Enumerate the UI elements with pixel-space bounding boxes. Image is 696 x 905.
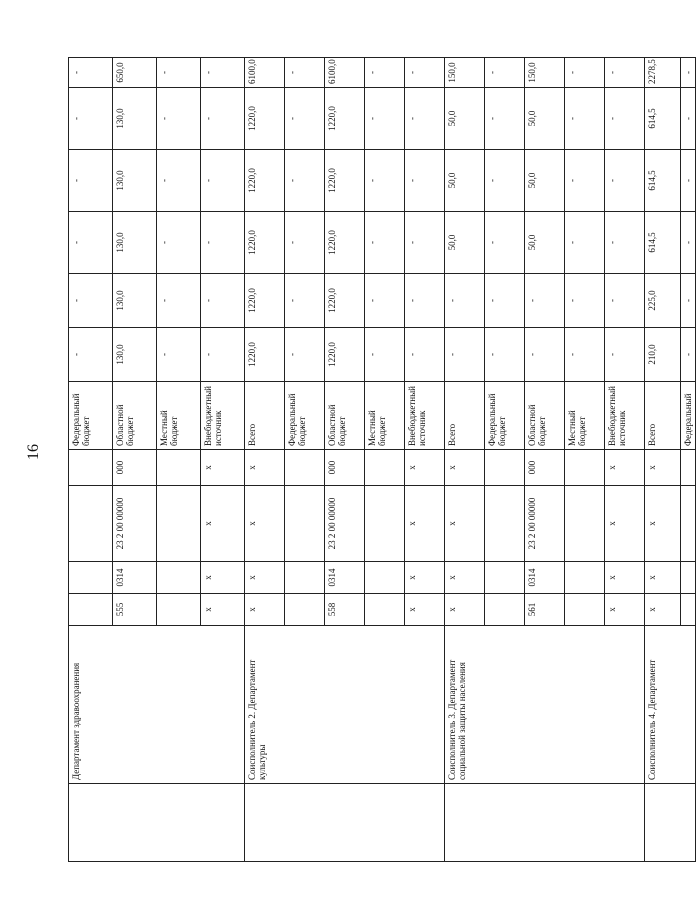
grbs-cell: x — [201, 594, 245, 626]
rzpr-cell: 0314 — [325, 562, 365, 594]
year-value-cell: - — [485, 274, 525, 328]
vr-cell — [565, 450, 605, 486]
csr-cell — [157, 486, 201, 562]
year-value-cell: - — [405, 212, 445, 274]
vr-cell: x — [245, 450, 285, 486]
rzpr-cell: x — [605, 562, 645, 594]
csr-cell: x — [201, 486, 245, 562]
year-value-cell: 50,0 — [445, 212, 485, 274]
vr-cell: x — [201, 450, 245, 486]
vr-cell: x — [445, 450, 485, 486]
rzpr-cell: x — [245, 562, 285, 594]
total-value-cell: - — [405, 58, 445, 88]
year-value-cell: - — [681, 274, 696, 328]
table-row — [245, 58, 285, 862]
year-value-cell: - — [565, 328, 605, 382]
funding-source-cell: Федеральный — [681, 382, 696, 450]
grbs-cell — [69, 594, 113, 626]
year-value-cell: - — [445, 274, 485, 328]
year-value-cell: - — [157, 212, 201, 274]
rzpr-cell: x — [445, 562, 485, 594]
rotated-table-container — [68, 58, 693, 862]
grbs-cell: x — [645, 594, 681, 626]
year-value-cell: 130,0 — [113, 150, 157, 212]
page-number: 16 — [25, 444, 42, 460]
rzpr-cell — [285, 562, 325, 594]
grbs-cell: x — [605, 594, 645, 626]
total-value-cell: - — [605, 58, 645, 88]
year-value-cell: - — [201, 150, 245, 212]
year-value-cell: - — [565, 274, 605, 328]
total-value-cell: 650,0 — [113, 58, 157, 88]
csr-cell: x — [405, 486, 445, 562]
grbs-cell: x — [405, 594, 445, 626]
table-row — [645, 58, 681, 862]
total-value-cell: 6100,0 — [245, 58, 285, 88]
year-value-cell: - — [157, 150, 201, 212]
year-value-cell: 1220,0 — [245, 274, 285, 328]
total-value-cell: - — [201, 58, 245, 88]
year-value-cell: - — [365, 274, 405, 328]
year-value-cell: 1220,0 — [245, 328, 285, 382]
total-value-cell: 2278,5 — [645, 58, 681, 88]
rzpr-cell: 0314 — [113, 562, 157, 594]
year-value-cell: - — [201, 328, 245, 382]
total-value-cell: - — [681, 58, 696, 88]
year-value-cell: - — [485, 328, 525, 382]
year-value-cell: - — [69, 150, 113, 212]
vr-cell: x — [605, 450, 645, 486]
csr-cell: x — [445, 486, 485, 562]
vr-cell: 000 — [113, 450, 157, 486]
year-value-cell: - — [485, 88, 525, 150]
total-value-cell: - — [565, 58, 605, 88]
rzpr-cell — [565, 562, 605, 594]
funding-source-cell: Местный бюджет — [365, 382, 405, 450]
year-value-cell: 1220,0 — [245, 150, 285, 212]
total-value-cell: 6100,0 — [325, 58, 365, 88]
year-value-cell: 210,0 — [645, 328, 681, 382]
funding-source-cell: Областной бюджет — [113, 382, 157, 450]
csr-cell: x — [645, 486, 681, 562]
funding-source-cell: Всего — [445, 382, 485, 450]
executor-cell: Соисполнитель 4. Департамент — [645, 626, 696, 784]
csr-cell: 23 2 00 00000 — [325, 486, 365, 562]
year-value-cell: 1220,0 — [325, 328, 365, 382]
year-value-cell: - — [605, 150, 645, 212]
executor-cell: Соисполнитель 3. Департамент социальной защиты населения — [445, 626, 645, 784]
vr-cell — [485, 450, 525, 486]
year-value-cell: 50,0 — [525, 150, 565, 212]
vr-cell: x — [645, 450, 681, 486]
year-value-cell: - — [605, 274, 645, 328]
year-value-cell: 1220,0 — [245, 88, 285, 150]
total-value-cell: - — [365, 58, 405, 88]
rzpr-cell: 0314 — [525, 562, 565, 594]
grbs-cell — [565, 594, 605, 626]
funding-source-cell: Федеральный бюджет — [485, 382, 525, 450]
csr-cell: 23 2 00 00000 — [113, 486, 157, 562]
total-value-cell: - — [69, 58, 113, 88]
year-value-cell: - — [485, 212, 525, 274]
year-value-cell: 130,0 — [113, 88, 157, 150]
csr-cell — [485, 486, 525, 562]
vr-cell — [681, 450, 696, 486]
total-value-cell: - — [485, 58, 525, 88]
year-value-cell: - — [157, 88, 201, 150]
year-value-cell: - — [69, 212, 113, 274]
year-value-cell: - — [69, 274, 113, 328]
year-value-cell: - — [365, 88, 405, 150]
year-value-cell: - — [405, 150, 445, 212]
executor-cell: Соисполнитель 2. Департамент культуры — [245, 626, 445, 784]
total-value-cell: - — [157, 58, 201, 88]
csr-cell — [285, 486, 325, 562]
year-value-cell: 614,5 — [645, 212, 681, 274]
year-value-cell: - — [565, 88, 605, 150]
year-value-cell: - — [69, 88, 113, 150]
year-value-cell: - — [485, 150, 525, 212]
grbs-cell: x — [445, 594, 485, 626]
year-value-cell: 50,0 — [525, 212, 565, 274]
funding-source-cell: Областной бюджет — [525, 382, 565, 450]
csr-cell: x — [245, 486, 285, 562]
year-value-cell: - — [525, 328, 565, 382]
funding-source-cell: Всего — [645, 382, 681, 450]
year-value-cell: - — [365, 212, 405, 274]
year-value-cell: - — [681, 328, 696, 382]
funding-source-cell: Внебюджетный источник — [605, 382, 645, 450]
funding-source-cell: Областной бюджет — [325, 382, 365, 450]
year-value-cell: - — [565, 212, 605, 274]
year-value-cell: - — [405, 328, 445, 382]
grbs-cell — [365, 594, 405, 626]
year-value-cell: 1220,0 — [325, 150, 365, 212]
budget-table — [68, 57, 696, 862]
rzpr-cell — [157, 562, 201, 594]
year-value-cell: 1220,0 — [325, 88, 365, 150]
vr-cell: 000 — [325, 450, 365, 486]
year-value-cell: - — [285, 274, 325, 328]
year-value-cell: 50,0 — [445, 150, 485, 212]
year-value-cell: 225,0 — [645, 274, 681, 328]
total-value-cell: 150,0 — [525, 58, 565, 88]
year-value-cell: 1220,0 — [325, 274, 365, 328]
csr-cell — [365, 486, 405, 562]
year-value-cell: - — [285, 88, 325, 150]
grbs-cell: 555 — [113, 594, 157, 626]
year-value-cell: - — [681, 212, 696, 274]
year-value-cell: - — [285, 328, 325, 382]
vr-cell: 000 — [525, 450, 565, 486]
rzpr-cell — [69, 562, 113, 594]
grbs-cell — [485, 594, 525, 626]
rzpr-cell: x — [201, 562, 245, 594]
vr-cell — [285, 450, 325, 486]
csr-cell — [681, 486, 696, 562]
grbs-cell: 558 — [325, 594, 365, 626]
year-value-cell: 130,0 — [113, 328, 157, 382]
rzpr-cell — [365, 562, 405, 594]
year-value-cell: - — [405, 274, 445, 328]
table-row — [445, 58, 485, 862]
group-cell — [69, 784, 245, 862]
grbs-cell: 561 — [525, 594, 565, 626]
year-value-cell: - — [69, 328, 113, 382]
grbs-cell — [681, 594, 696, 626]
grbs-cell — [157, 594, 201, 626]
year-value-cell: - — [565, 150, 605, 212]
vr-cell: x — [405, 450, 445, 486]
funding-source-cell: Внебюджетный источник — [405, 382, 445, 450]
rzpr-cell — [681, 562, 696, 594]
year-value-cell: - — [681, 150, 696, 212]
year-value-cell: - — [201, 88, 245, 150]
year-value-cell: - — [365, 328, 405, 382]
year-value-cell: - — [285, 150, 325, 212]
year-value-cell: 614,5 — [645, 150, 681, 212]
funding-source-cell: Федеральный бюджет — [69, 382, 113, 450]
group-cell — [245, 784, 445, 862]
total-value-cell: 150,0 — [445, 58, 485, 88]
csr-cell: 23 2 00 00000 — [525, 486, 565, 562]
executor-cell: Департамент здравоохранения — [69, 626, 245, 784]
funding-source-cell: Всего — [245, 382, 285, 450]
year-value-cell: - — [445, 328, 485, 382]
funding-source-cell: Внебюджетный источник — [201, 382, 245, 450]
year-value-cell: 614,5 — [645, 88, 681, 150]
rzpr-cell: x — [645, 562, 681, 594]
year-value-cell: - — [201, 212, 245, 274]
vr-cell — [69, 450, 113, 486]
year-value-cell: - — [605, 212, 645, 274]
year-value-cell: - — [201, 274, 245, 328]
total-value-cell: - — [285, 58, 325, 88]
year-value-cell: - — [605, 88, 645, 150]
csr-cell — [565, 486, 605, 562]
year-value-cell: - — [405, 88, 445, 150]
year-value-cell: - — [525, 274, 565, 328]
year-value-cell: - — [605, 328, 645, 382]
csr-cell — [69, 486, 113, 562]
budget-table-body — [69, 58, 696, 862]
vr-cell — [365, 450, 405, 486]
funding-source-cell: Местный бюджет — [157, 382, 201, 450]
funding-source-cell: Федеральный бюджет — [285, 382, 325, 450]
rzpr-cell: x — [405, 562, 445, 594]
vr-cell — [157, 450, 201, 486]
year-value-cell: 1220,0 — [325, 212, 365, 274]
year-value-cell: - — [681, 88, 696, 150]
year-value-cell: - — [365, 150, 405, 212]
csr-cell: x — [605, 486, 645, 562]
year-value-cell: - — [157, 274, 201, 328]
year-value-cell: 130,0 — [113, 212, 157, 274]
year-value-cell: 50,0 — [445, 88, 485, 150]
year-value-cell: - — [285, 212, 325, 274]
year-value-cell: 1220,0 — [245, 212, 285, 274]
grbs-cell: x — [245, 594, 285, 626]
funding-source-cell: Местный бюджет — [565, 382, 605, 450]
year-value-cell: 130,0 — [113, 274, 157, 328]
year-value-cell: - — [157, 328, 201, 382]
table-row — [69, 58, 113, 862]
group-cell — [645, 784, 696, 862]
group-cell — [445, 784, 645, 862]
year-value-cell: 50,0 — [525, 88, 565, 150]
grbs-cell — [285, 594, 325, 626]
rzpr-cell — [485, 562, 525, 594]
